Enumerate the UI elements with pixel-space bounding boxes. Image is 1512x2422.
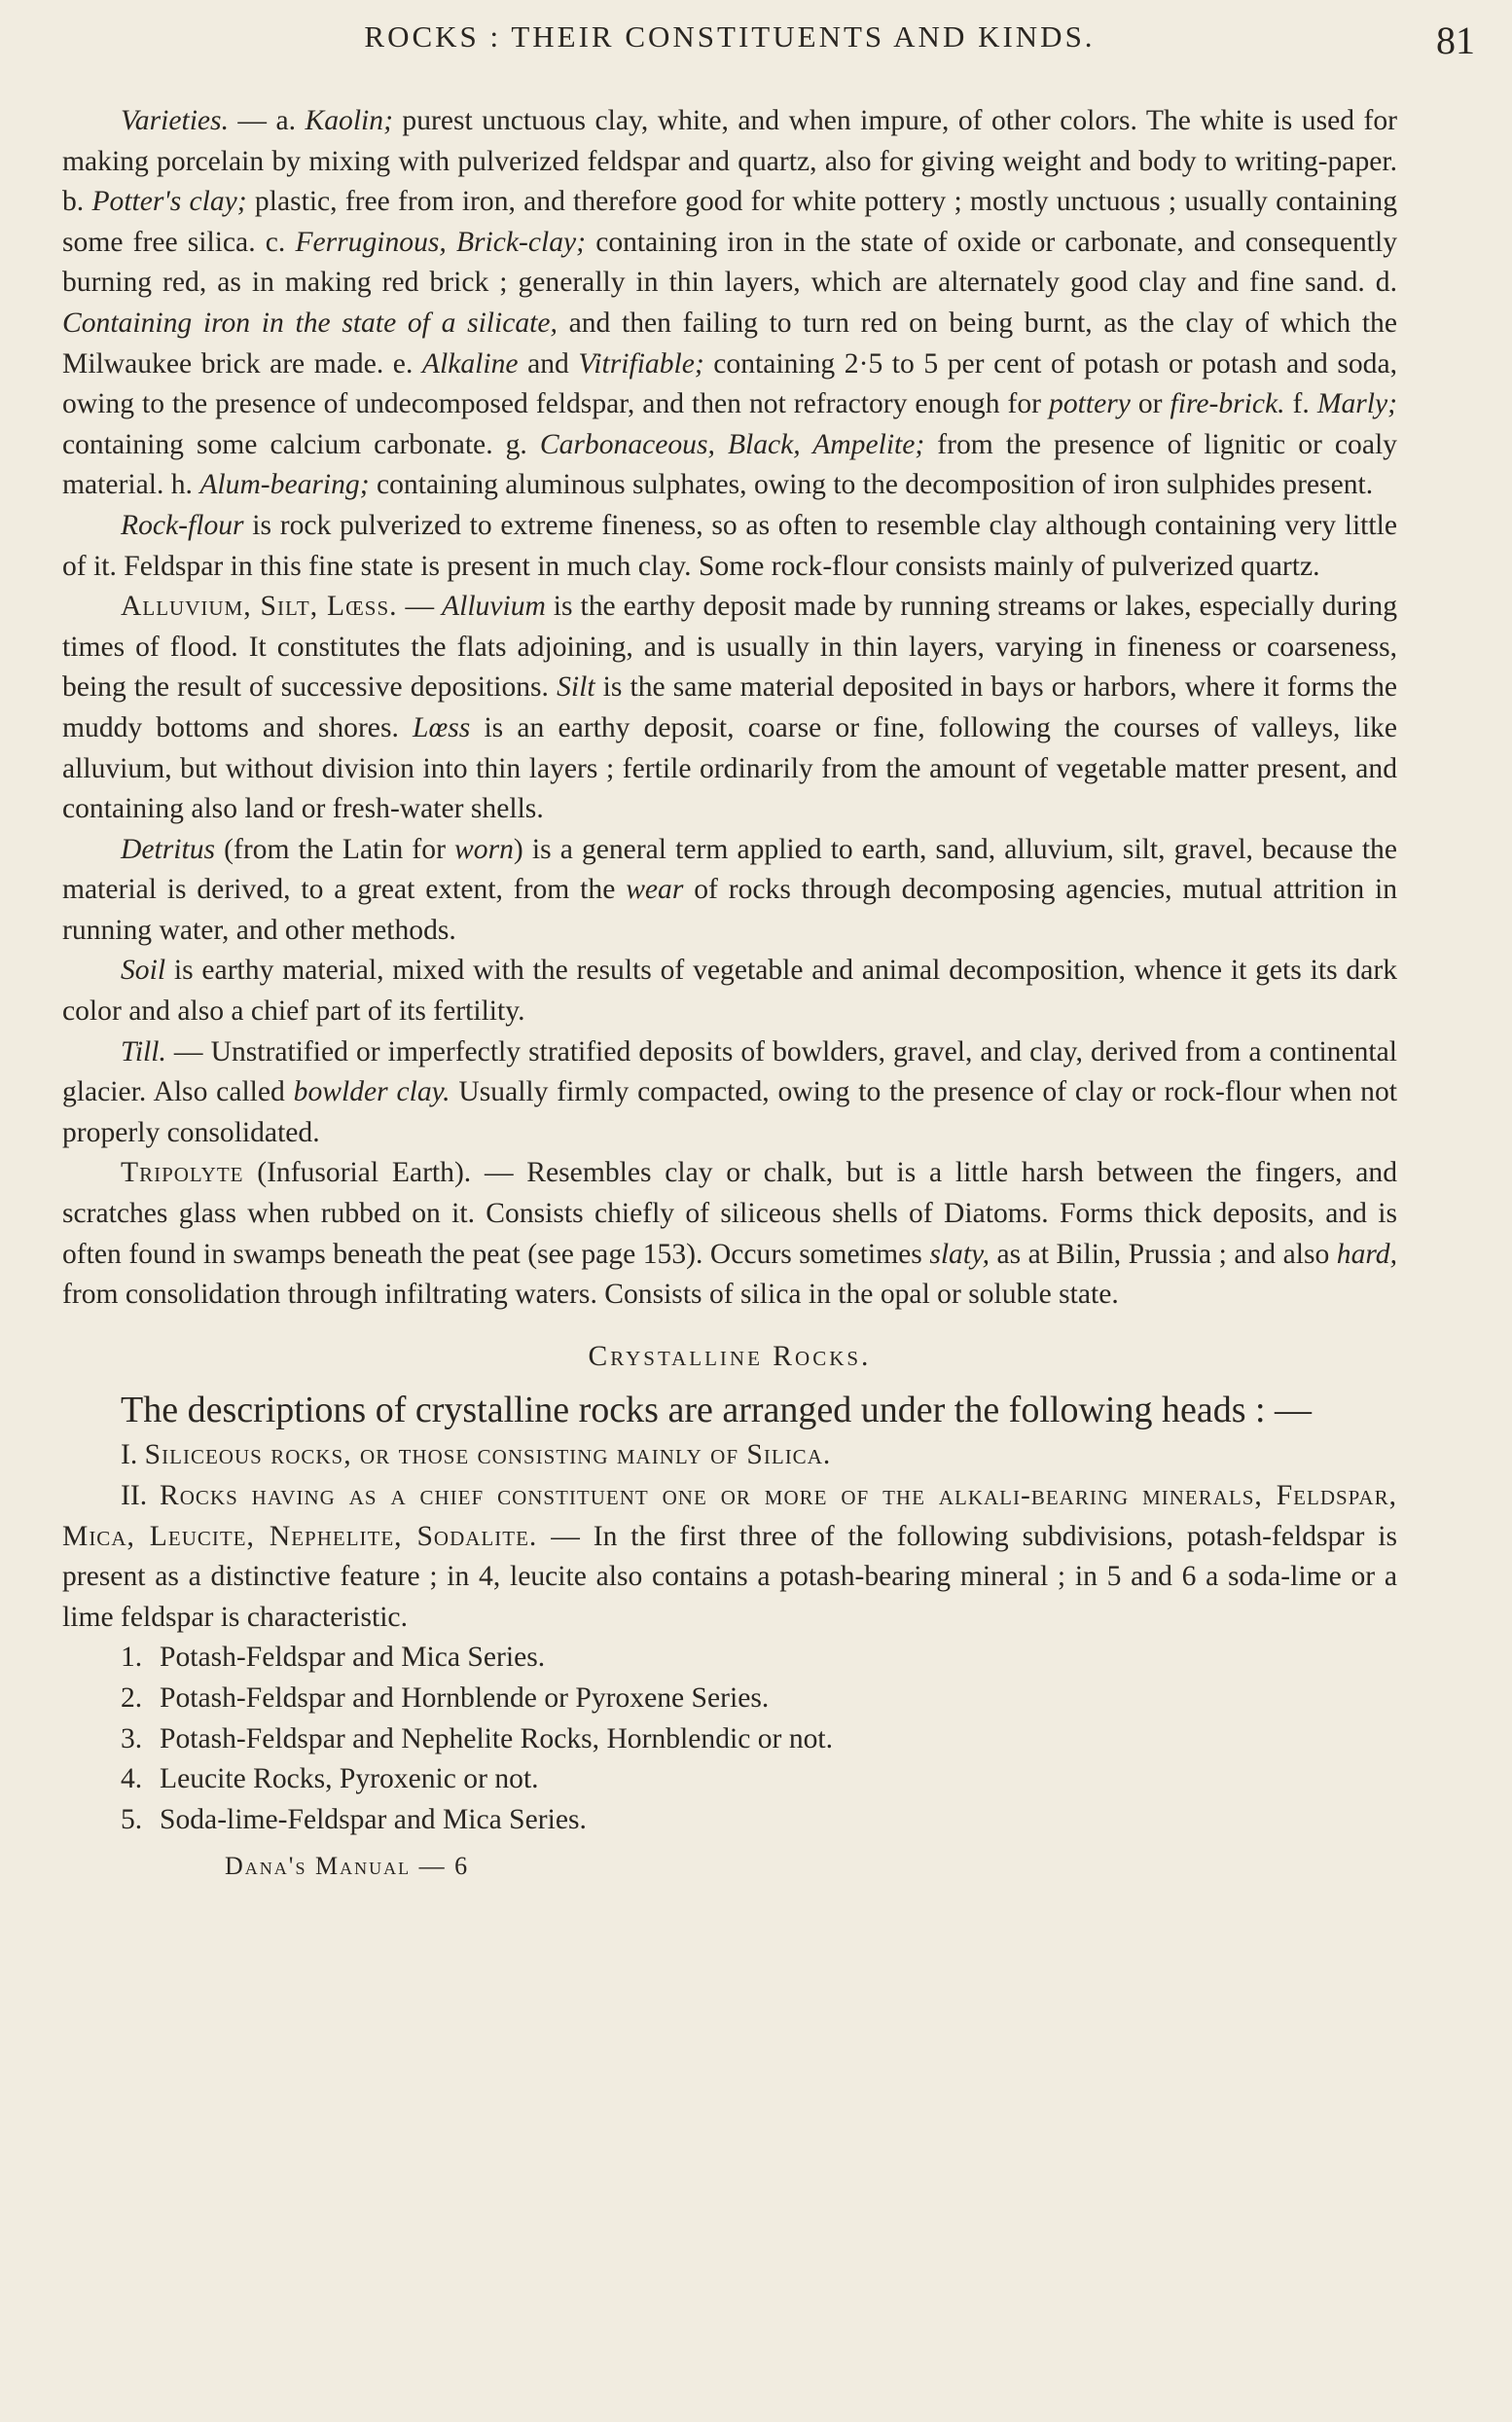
term-bowlder-clay: bowlder clay. xyxy=(293,1076,450,1108)
section-lead: The descriptions of crystalline rocks are arranged under the following heads : — xyxy=(121,1390,1313,1431)
term-kaolin: Kaolin; xyxy=(305,105,393,136)
series-list xyxy=(62,1638,1397,1840)
series-label: Leucite Rocks, Pyroxenic or not. xyxy=(160,1763,539,1795)
text-run: is the same material deposited in bays or harbors, where it forms the muddy bottoms and shores. xyxy=(62,671,1397,743)
head-two xyxy=(62,1476,1397,1638)
series-number: 5. xyxy=(121,1803,143,1835)
term-alluvium: Alluvium xyxy=(442,591,546,623)
text-run: as at Bilin, Prussia ; and also xyxy=(989,1238,1337,1270)
text-run: — a. xyxy=(228,105,306,136)
term-alum-bearing: Alum-bearing; xyxy=(199,469,370,501)
term-potters-clay: Potter's clay; xyxy=(91,186,247,218)
text-run: plastic, free from iron, and therefore good for white pottery ; mostly unctuous ; usually containing some free silica. c. xyxy=(62,186,1398,258)
term-silt: Silt xyxy=(557,671,595,704)
term-fire-brick: fire-brick. xyxy=(1170,388,1285,420)
term-detritus: Detritus xyxy=(121,833,216,865)
series-number: 1. xyxy=(121,1642,143,1674)
series-label: Potash-Feldspar and Mica Series. xyxy=(160,1642,546,1674)
term-alkaline: Alkaline xyxy=(421,347,519,380)
term-till: Till. xyxy=(121,1035,166,1067)
heading-tripolyte: Tripolyte xyxy=(121,1157,244,1189)
text-run: (Infusorial Earth). — Resembles clay or chalk, but is a little harsh between the fingers, and scratches glass when rubbed on it. Consists chiefly of siliceous shells of Diatoms. Forms thick deposits, and is often found in swamps beneath the peat (see page 153). Occurs sometimes xyxy=(62,1157,1397,1270)
text-run: containing aluminous sulphates, owing to the decomposition of iron sulphides present. xyxy=(369,469,1374,501)
series-number: 3. xyxy=(121,1722,143,1754)
paragraph-tripolyte xyxy=(62,1153,1397,1315)
text-run: f. xyxy=(1284,388,1317,420)
term-varieties: Varieties. xyxy=(121,105,229,136)
term-soil: Soil xyxy=(121,955,166,987)
paragraph-rock-flour xyxy=(62,506,1397,587)
term-carbonaceous: Carbonaceous, Black, Ampelite; xyxy=(539,428,925,460)
term-loess: Lœss xyxy=(413,711,471,743)
head-one xyxy=(62,1435,1397,1476)
text-run: containing 2·5 to 5 per cent of potash or potash and soda, owing to the presence of undecomposed feldspar, and then not refractory enough for xyxy=(62,347,1398,420)
printer-signature: Dana's Manual — 6 xyxy=(225,1852,470,1881)
text-run: — Unstratified or imperfectly stratified deposits of bowlders, gravel, and clay, derived from a continental glacier. Also called xyxy=(62,1035,1397,1108)
head-one-title: Siliceous rocks, or those consisting mainly of Silica. xyxy=(144,1439,832,1471)
text-run: from the presence of lignitic or coaly material. h. xyxy=(62,428,1397,501)
term-silicate: Containing iron in the state of a silicate, xyxy=(62,307,558,339)
paragraph-till xyxy=(62,1032,1397,1154)
series-number: 4. xyxy=(121,1763,143,1795)
text-run: is rock pulverized to extreme fineness, so as often to resemble clay although containing very little of it. Feldspar in this fine state is present in much clay. Some rock-flour consists mainly of pulverized quartz. xyxy=(62,509,1397,582)
series-item xyxy=(62,1638,1397,1679)
series-item xyxy=(62,1679,1397,1719)
series-label: Potash-Feldspar and Nephelite Rocks, Hornblendic or not. xyxy=(160,1722,834,1754)
series-label: Soda-lime-Feldspar and Mica Series. xyxy=(160,1803,587,1835)
term-pottery: pottery xyxy=(1049,388,1131,420)
series-item xyxy=(62,1719,1397,1760)
text-run: purest unctuous clay, white, and when impure, of other colors. The white is used for making porcelain by mixing with pulverized feldspar and quartz, also for giving weight and body to writing-paper. b. xyxy=(62,105,1397,218)
series-label: Potash-Feldspar and Hornblende or Pyroxene Series. xyxy=(160,1681,770,1714)
text-run: containing iron in the state of oxide or carbonate, and consequently burning red, as in making red brick ; generally in thin layers, which are alternately good clay and fine sand. d. xyxy=(62,226,1397,299)
term-hard: hard, xyxy=(1336,1238,1397,1270)
text-run: of rocks through decomposing agencies, mutual attrition in running water, and other methods. xyxy=(62,874,1397,946)
running-title: ROCKS : THEIR CONSTITUENTS AND KINDS. xyxy=(364,19,1096,54)
paragraph-alluvium xyxy=(62,587,1397,830)
term-worn: worn xyxy=(454,833,514,865)
text-run: and then failing to turn red on being burnt, as the clay of which the Milwaukee brick are made. e. xyxy=(62,307,1397,380)
term-slaty: slaty, xyxy=(929,1238,990,1270)
series-item xyxy=(62,1759,1397,1800)
head-number: II. xyxy=(121,1480,148,1511)
text-run: is an earthy deposit, coarse or fine, following the courses of valleys, like alluvium, but without division into thin layers ; fertile ordinarily from the amount of vegetable matter present, and containing also land or fresh-water shells. xyxy=(62,711,1397,825)
paragraph-detritus xyxy=(62,830,1397,952)
term-vitrifiable: Vitrifiable; xyxy=(578,347,704,380)
text-run: is earthy material, mixed with the results of vegetable and animal decomposition, whence it gets its dark color and also a chief part of its fertility. xyxy=(62,955,1397,1028)
text-run: from consolidation through infiltrating waters. Consists of silica in the opal or soluble state. xyxy=(62,1279,1119,1311)
text-run: containing some calcium carbonate. g. xyxy=(62,428,540,460)
text-run: — xyxy=(397,591,443,623)
series-number: 2. xyxy=(121,1681,143,1714)
heading-alluvium-silt-loess: Alluvium, Silt, Lœss. xyxy=(121,591,398,623)
head-two-title: Rocks having as a chief constituent one or more of the alkali-bearing minerals, Feldspar, Mica, Leucite, Nephelite, Sodalite. xyxy=(62,1480,1397,1552)
text-run: (from the Latin for xyxy=(215,833,455,865)
term-ferruginous: Ferruginous, Brick-clay; xyxy=(295,226,587,258)
page-number: 81 xyxy=(1436,18,1475,62)
text-run: ) is a general term applied to earth, sand, alluvium, silt, gravel, because the material is derived, to a great extent, from the xyxy=(62,833,1397,906)
paragraph-soil xyxy=(62,951,1397,1031)
section-heading-crystalline-rocks: Crystalline Rocks. xyxy=(588,1340,872,1372)
term-rock-flour: Rock-flour xyxy=(121,509,244,541)
text-run: is the earthy deposit made by running streams or lakes, especially during times of flood. It constitutes the flats adjoining, and is usually in thin layers, varying in fineness or coarseness, being the result of successive depositions. xyxy=(62,591,1398,704)
text-run: or xyxy=(1130,388,1170,420)
text-run: Usually firmly compacted, owing to the presence of clay or rock-flour when not properly consolidated. xyxy=(62,1076,1398,1148)
text-run: and xyxy=(518,347,579,380)
term-wear: wear xyxy=(626,874,684,906)
term-marly: Marly; xyxy=(1316,388,1397,420)
head-number: I. xyxy=(121,1439,138,1471)
paragraph-clay-varieties xyxy=(62,101,1397,506)
running-header xyxy=(62,18,1475,64)
page-body xyxy=(62,101,1397,1887)
series-item xyxy=(62,1800,1397,1841)
head-two-text: — In the first three of the following subdivisions, potash-feldspar is present as a distinctive feature ; in 4, leucite also contains a potash-bearing mineral ; in 5 and 6 a soda-lime or a lime feldspar is characteristic. xyxy=(62,1520,1397,1633)
